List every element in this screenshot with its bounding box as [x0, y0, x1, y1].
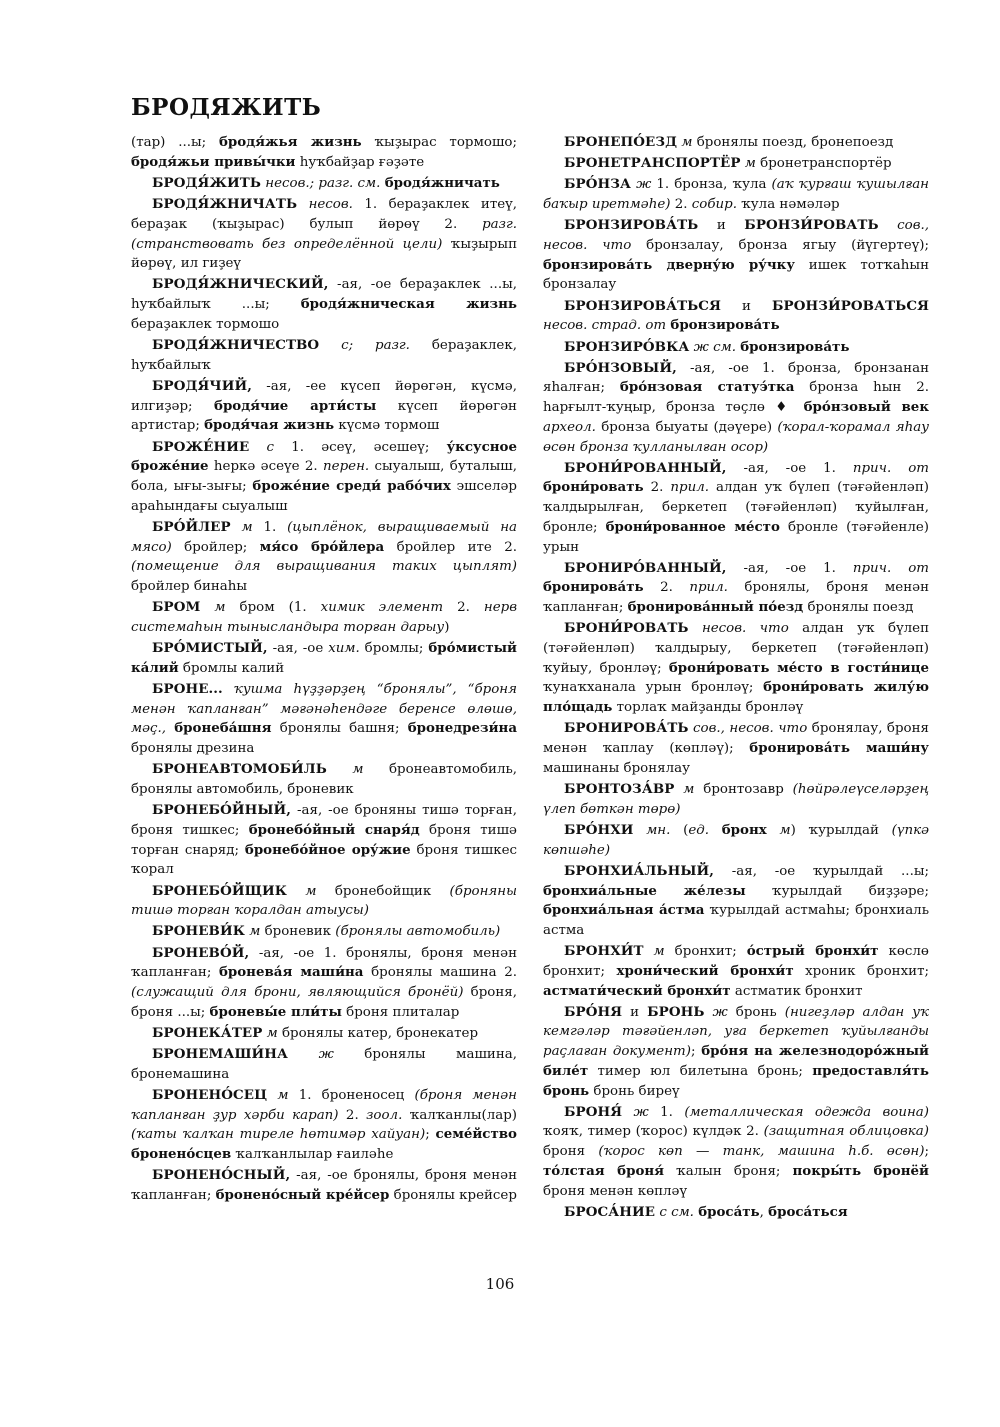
headword: БРОНЕ...	[152, 680, 223, 697]
grammar-note: ж см.	[689, 339, 736, 355]
example-phrase: брони́ровать ме́сто в гости́нице	[668, 659, 929, 676]
grammar-note: ж	[288, 1047, 334, 1063]
example-phrase: бродя́жья жизнь	[218, 134, 362, 150]
headword: БРОДЯ́ЖНИЧЕСКИЙ,	[152, 276, 329, 293]
grammar-note: м	[766, 822, 791, 838]
entry-text: ҡыҙырас тормошо;	[361, 135, 517, 150]
headword: БРОНЬ	[647, 1003, 705, 1020]
grammar-note: м	[245, 924, 261, 940]
headword: БРОНЕПО́ЕЗД	[564, 134, 678, 150]
dictionary-entry	[543, 133, 929, 153]
grammar-note: мн.	[633, 822, 671, 838]
headword: БРОНЗИРО́ВКА	[564, 338, 690, 355]
example-phrase: брони́рованное ме́сто	[605, 518, 780, 535]
entry-text: бронялы поезд, бронепоезд	[692, 135, 894, 150]
dictionary-entry	[543, 1203, 929, 1223]
entry-text: (тар) ...ы;	[131, 135, 219, 150]
dictionary-entry	[131, 275, 517, 334]
grammar-note: разг. (странствовать без определённой цели)	[131, 216, 517, 252]
example-phrase: броневы́е пли́ты	[209, 1003, 342, 1020]
dictionary-entry	[543, 942, 929, 1001]
grammar-note: ед.	[688, 822, 710, 838]
dictionary-entry	[131, 639, 517, 678]
dictionary-entry	[131, 801, 517, 880]
headword: БРОНЕБО́ЙНЫЙ,	[152, 802, 292, 819]
example-phrase: покры́ть бронёй	[792, 1162, 929, 1179]
grammar-note: м	[740, 156, 756, 172]
entry-text: бронзалау, бронза ягыу (йүгертеү);	[631, 238, 929, 254]
example-phrase: бродя́чие арти́сты	[214, 397, 377, 414]
grammar-note: м	[287, 883, 317, 899]
entry-text: -ая, -ое	[267, 641, 329, 657]
example-phrase: броса́ться	[768, 1203, 848, 1220]
dictionary-entry	[543, 338, 929, 358]
headword: БРОМ	[152, 599, 201, 616]
entry-text: -ая, -ое 1.	[726, 560, 853, 576]
entry-text: ) ҡурылдай	[790, 822, 892, 838]
entry-text: бронялы крейсер	[389, 1188, 517, 1204]
grammar-note: с см.	[655, 1204, 694, 1220]
grammar-note: м	[262, 1025, 278, 1041]
entry-text: бронялы дрезина	[131, 741, 255, 757]
entry-text: и	[698, 218, 745, 234]
dictionary-entry	[131, 336, 517, 375]
dictionary-entry	[543, 459, 929, 558]
grammar-note: м	[677, 135, 693, 150]
entry-text: броневик	[260, 924, 336, 940]
dictionary-entry	[543, 216, 929, 295]
grammar-note: (защитная облицовка)	[763, 1124, 930, 1140]
entry-text: бронеавтомобиль, бронялы автомобиль, броневик	[131, 762, 517, 797]
entry-text: ишек тотҡаһын бронзалау	[543, 257, 929, 293]
entry-text: ҡурылдай биҙҙәре;	[745, 883, 929, 899]
entry-text: броня тишкес ҡорал	[131, 842, 517, 878]
entry-text: күсмә тормош	[334, 418, 440, 434]
example-phrase: предоставля́ть бронь	[543, 1062, 929, 1099]
dictionary-entry	[131, 1024, 517, 1044]
grammar-note: (броня менән ҡапланған ҙур хәрби карап)	[131, 1088, 517, 1123]
grammar-note: (служащий для брони, являющийся бронёй)	[131, 985, 464, 1001]
headword: БРОДЯ́ЖНИЧЕСТВО	[152, 337, 320, 354]
entry-text: хроник бронхит;	[793, 963, 930, 979]
example-phrase: бронено́сный кре́йсер	[215, 1187, 390, 1204]
grammar-note: несов. страд. от	[543, 318, 667, 334]
entry-text: -ая, -ое бронялы, броня менән ҡапланған;	[131, 1168, 517, 1204]
headword: БРОНЯ́	[564, 1103, 623, 1120]
dictionary-entry	[543, 359, 929, 458]
example-phrase: брони́ровать жилу́ю пло́щадь	[543, 679, 929, 716]
grammar-note: с; разг.	[319, 338, 410, 354]
page-number: 106	[485, 1275, 515, 1293]
grammar-note: м	[674, 782, 695, 797]
entry-text: ҡыҙырып йөрөү, ил гиҙеү	[131, 236, 517, 272]
grammar-note: (аҡ ҡурғаш ҡушылған баҡыр иретмәһе)	[543, 177, 929, 213]
dictionary-entry	[543, 1003, 929, 1102]
example-phrase: бродя́жьи привы́чки	[131, 153, 296, 170]
entry-text: һеркә әсеүе 2.	[208, 459, 324, 475]
entry-text: бройлер ите 2.	[384, 539, 517, 555]
entry-text: )	[444, 619, 450, 635]
entry-text: броня менән көпләү	[543, 1183, 688, 1199]
grammar-note: прил.	[689, 580, 728, 596]
entry-text: бронялы, броня менән ҡапланған;	[543, 580, 929, 616]
entry-text: броня плиталар	[341, 1004, 460, 1020]
entry-text: -ая, -ое 1. бронялы, броня менән ҡапланған;	[131, 945, 517, 981]
dictionary-entry	[131, 1045, 517, 1084]
entry-text: ҡалҡанлылар ғаиләһе	[231, 1147, 394, 1163]
entry-text: -ая, -ое 1.	[726, 460, 853, 476]
dictionary-entry	[543, 559, 929, 618]
headword: БРО́НЗА	[564, 176, 631, 193]
grammar-note: хим.	[328, 641, 360, 657]
dictionary-entry	[543, 821, 929, 860]
dictionary-entry	[543, 780, 929, 819]
example-phrase: бро́мистый ка́лий	[131, 640, 517, 676]
example-phrase: бронебо́йное ору́жие	[244, 841, 411, 858]
entry-text: бройлер;	[171, 539, 260, 555]
entry-text: 2.	[338, 1107, 367, 1123]
entry-text: бронтозавр	[694, 782, 793, 797]
dictionary-entry	[131, 518, 517, 597]
headword: БРОДЯ́ЖНИЧАТЬ	[152, 196, 298, 213]
grammar-note: (броняны тишә торған ҡоралдан атыусы)	[131, 883, 517, 919]
entry-text: ҡурылдай астмаһы; бронхиаль астма	[543, 903, 929, 938]
headword: БРОНХИ́Т	[564, 943, 644, 960]
entry-text: 1. әсеү, әсешеү;	[273, 439, 447, 455]
entry-text: күсеп йөрөгән артистар;	[131, 398, 517, 434]
example-phrase: то́лстая броня́	[543, 1162, 665, 1179]
headword: БРОДЯ́ЖИТЬ	[152, 174, 262, 191]
entry-text: бронялы машина 2.	[363, 965, 517, 981]
entry-text: 1.	[252, 519, 288, 535]
headword: БРО́МИСТЫЙ,	[152, 640, 268, 657]
entry-text: бераҙаклек, һуҡбайлыҡ	[131, 338, 517, 373]
headword: БРО́НЯ	[564, 1003, 623, 1020]
headword: БРОНЕБО́ЙЩИК	[152, 882, 288, 899]
headword: БРОНИ́РОВАТЬ	[564, 620, 689, 637]
example-phrase: бродя́жничать	[384, 174, 500, 191]
entry-text: астматик бронхит	[730, 983, 863, 999]
headword: БРОЖЕ́НИЕ	[152, 438, 250, 455]
entry-text: броня	[543, 1144, 599, 1160]
grammar-note: (үпкә көпшәһе)	[543, 822, 930, 858]
entry-text: -ая, -ое ҡурылдай ...ы;	[714, 863, 929, 879]
headword: БРОНЕАВТОМОБИ́ЛЬ	[152, 761, 327, 778]
headword: БРОНИРО́ВАННЫЙ,	[564, 559, 727, 576]
dictionary-entry	[543, 719, 929, 778]
entry-text: бронялы поезд	[803, 600, 914, 616]
example-phrase: бронирова́ть	[543, 579, 644, 596]
entry-text: 2.	[643, 580, 690, 596]
grammar-note: несов. что	[688, 621, 789, 637]
grammar-note: собир.	[691, 197, 737, 213]
entry-text: 1.	[648, 1104, 685, 1120]
right-column	[543, 133, 929, 1224]
entry-text: -ая, -ое 1. бронза, бронзанан яһалған;	[543, 360, 929, 396]
grammar-note: (помещение для выращивания таких цыплят)	[131, 559, 517, 575]
headword: БРОНЕНО́СЕЦ	[152, 1087, 268, 1104]
grammar-note: ҡушма һүҙҙәрҙең “бронялы”, “броня менән ҡапланған” мәғәнәһендәге беренсе өлөшө, мәҫ.,	[131, 681, 517, 737]
grammar-note: несов.; разг. см.	[261, 175, 381, 191]
dictionary-entry	[131, 133, 517, 172]
example-phrase: бронзирова́ть дверну́ю ру́чку	[543, 256, 795, 273]
headword: БРОНЕМАШИ́НА	[152, 1046, 289, 1063]
dictionary-entry	[131, 438, 517, 517]
grammar-note: (ҡорал-ҡорамал яһау өсөн бронза ҡулланылған осор)	[543, 419, 929, 455]
grammar-note: ж	[631, 177, 652, 193]
example-phrase: бронхиа́льные же́лезы	[543, 882, 746, 899]
example-phrase: хрони́ческий бронхи́т	[616, 962, 794, 979]
entry-text: бронялы катер, бронекатер	[277, 1025, 479, 1041]
running-head: БРОДЯЖИТЬ	[131, 94, 322, 121]
grammar-note: ж	[704, 1004, 728, 1020]
headword: БРОДЯ́ЧИЙ,	[152, 377, 252, 394]
entry-text: ҡалын броня;	[664, 1163, 793, 1179]
entry-text: эшселәр араһындағы сыуалыш	[131, 478, 517, 514]
entry-text: бромлы;	[359, 641, 429, 657]
entry-text: һуҡбайҙар ғәҙәте	[295, 154, 425, 170]
entry-text	[709, 823, 722, 838]
example-phrase: бронзирова́ть	[670, 317, 780, 334]
entry-text: тимер юл билетына бронь;	[588, 1063, 813, 1079]
example-phrase: бро́нзовый век	[803, 399, 929, 416]
example-phrase: о́стрый бронхи́т	[746, 943, 879, 960]
left-column	[131, 133, 517, 1207]
entry-text: ҡунаҡханала урын бронләү;	[543, 680, 764, 696]
entry-text: -ая, -ое бераҙаклек ...ы, һуҡбайлыҡ ...ы;	[131, 277, 517, 313]
headword: БРОНИРОВА́ТЬ	[564, 720, 689, 737]
example-phrase: мя́со бро́йлера	[259, 538, 385, 555]
entry-text: бераҙаклек тормошо	[131, 316, 280, 332]
grammar-note: археол.	[543, 419, 596, 435]
entry-text: бронялау, броня менән ҡаплау (көпләү);	[543, 721, 929, 757]
example-phrase: семе́йство бронено́сцев	[131, 1126, 517, 1163]
dictionary-entry	[131, 944, 517, 1023]
entry-text: 1. броненосец	[288, 1088, 415, 1104]
dictionary-entry	[131, 174, 517, 194]
dictionary-entry	[131, 882, 517, 921]
grammar-note: (цыплёнок, выращиваемый на мясо)	[131, 519, 517, 555]
example-phrase: броже́ние среди́ рабо́чих	[252, 477, 451, 494]
example-phrase: бронх	[721, 821, 767, 838]
entry-text: бронялы башня;	[271, 721, 408, 737]
dictionary-entry	[543, 862, 929, 941]
entry-text: бронза һын 2. һарғылт-ҡуңыр, бронза төҫлө ♦	[543, 380, 929, 416]
entry-text: бронь биреү	[589, 1083, 680, 1099]
example-phrase: бронеба́шня	[174, 720, 272, 737]
entry-text: бромлы калий	[178, 660, 285, 676]
dictionary-entry	[543, 1103, 929, 1202]
headword: БРО́НЗОВЫЙ,	[564, 359, 677, 376]
entry-text: ;	[690, 1044, 702, 1060]
grammar-note: (бронялы автомобиль)	[335, 924, 501, 940]
headword: БРО́ЙЛЕР	[152, 518, 231, 535]
entry-text: бронебойщик	[316, 883, 450, 899]
entry-text: ,	[759, 1204, 769, 1220]
entry-text: ҡула нәмәләр	[736, 197, 840, 213]
headword: БРОНЗИ́РОВАТЬ	[744, 217, 879, 234]
entry-text: ;	[425, 1127, 436, 1143]
entry-text: 1. бронза, ҡула	[651, 177, 772, 193]
headword: БРОНЕВО́Й,	[152, 944, 250, 961]
grammar-note: (ҡаты ҡалҡан тиреле һөтимәр хайуан)	[131, 1127, 426, 1143]
entry-text: бронетранспортёр	[755, 156, 892, 172]
entry-text: -ая, -ее күсеп йөрөгән, күсмә, илгиҙәр;	[131, 378, 517, 414]
entry-text: машинаны бронялау	[543, 760, 690, 776]
dictionary-entry	[543, 297, 929, 336]
entry-text: көслө бронхит;	[543, 944, 929, 979]
example-phrase: у́ксусное броже́ние	[131, 438, 517, 475]
entry-text: ;	[924, 1144, 929, 1160]
grammar-note: химик элемент	[320, 600, 444, 616]
headword: БРОНИ́РОВАННЫЙ,	[564, 459, 727, 476]
grammar-note: ж	[622, 1104, 649, 1120]
example-phrase: астмати́ческий бронхи́т	[543, 982, 731, 999]
example-phrase: бронедрези́на	[407, 720, 517, 737]
grammar-note: (һөйрәлеүселәрҙең үлеп бөткән төрө)	[543, 782, 929, 817]
entry-text: бронхит;	[664, 944, 747, 960]
grammar-note: с	[249, 439, 274, 455]
dictionary-entry	[543, 154, 929, 174]
entry-text: броня, броня ...ы;	[131, 985, 517, 1020]
example-phrase: брони́ровать	[543, 479, 644, 496]
entry-text: бронялы машина, бронемашина	[131, 1047, 517, 1082]
headword: БРОНЕВИ́К	[152, 923, 245, 940]
example-phrase: броса́ть	[698, 1203, 760, 1220]
dictionary-entry	[131, 1086, 517, 1165]
headword: БРОНЕНО́СНЫЙ,	[152, 1167, 291, 1184]
entry-text: торлаҡ майҙанды бронләү	[612, 700, 804, 716]
entry-text: 2.	[643, 480, 671, 496]
dictionary-entry	[131, 1166, 517, 1205]
headword: БРОНТОЗА́ВР	[564, 781, 675, 797]
dictionary-entry	[131, 598, 517, 637]
example-phrase: бродя́жническая жизнь	[300, 296, 517, 313]
grammar-note: (металлическая одежда воина)	[684, 1104, 929, 1120]
example-phrase: бронхиа́льная а́стма	[543, 902, 705, 919]
grammar-note: м	[230, 519, 253, 535]
entry-text: бронле (тәғәйенле) урын	[543, 519, 930, 555]
entry-text: ҡалҡанлы(лар)	[402, 1107, 517, 1123]
entry-text: бронь	[727, 1004, 785, 1020]
dictionary-entry	[131, 760, 517, 799]
example-phrase: бро́ня на железнодоро́жный биле́т	[543, 1043, 929, 1079]
entry-text: сыуалыш, буталыш, бола, ығы-зығы;	[131, 459, 517, 494]
dictionary-entry	[131, 680, 517, 759]
dictionary-entry	[543, 175, 929, 214]
grammar-note: м	[326, 762, 364, 778]
headword: БРОНХИА́ЛЬНЫЙ,	[564, 862, 715, 879]
grammar-note: прич. от	[852, 460, 929, 476]
grammar-note: сов., несов. что	[688, 721, 808, 737]
example-phrase: бронева́я маши́на	[218, 964, 364, 981]
grammar-note: нерв системаһын тынысландыра торған дарыу	[131, 600, 517, 635]
dictionary-entry	[131, 922, 517, 942]
entry-text: 2.	[443, 600, 484, 616]
grammar-note: несов.	[297, 197, 353, 213]
example-phrase: бронирова́ть маши́ну	[749, 740, 929, 757]
grammar-note: сов., несов. что	[543, 218, 929, 254]
entry-text: 1. бераҙаклек итеү, бераҙак (ҡыҙырас) булып йөрөү 2.	[131, 197, 517, 232]
entry-text: бройлер бинаһы	[131, 578, 248, 594]
entry-text: (	[670, 822, 689, 838]
grammar-note: м	[200, 600, 226, 616]
example-phrase: бродя́чая жизнь	[204, 417, 335, 434]
dictionary-entry	[131, 195, 517, 274]
dictionary-entry	[131, 377, 517, 436]
example-phrase: бронебо́йный снаря́д	[248, 821, 420, 838]
grammar-note: перен.	[323, 459, 370, 475]
entry-text: бром (1.	[225, 600, 321, 616]
entry-text: алдан уҡ бүлеп (тәғәйенләп) ҡалдырылған, беркетеп (тәғәйенләп) ҡуйылған, бронле;	[543, 480, 929, 535]
dictionary-entry	[543, 619, 929, 718]
entry-text: и	[720, 298, 773, 314]
entry-text: ҡояҡ, тимер (ҡорос) күлдәк 2.	[543, 1124, 764, 1140]
headword: БРОНЕТРАНСПОРТЁР	[564, 155, 741, 172]
grammar-note: прич. от	[852, 560, 929, 576]
entry-text: и	[622, 1004, 648, 1020]
entry-text: бронза быуаты (дәүере)	[595, 419, 778, 435]
grammar-note: м	[267, 1088, 289, 1104]
headword: БРОНЕКА́ТЕР	[152, 1024, 263, 1041]
grammar-note: (ҡорос көп — танк, машина һ.б. өсөн)	[598, 1144, 925, 1160]
grammar-note: м	[643, 944, 665, 960]
entry-text: броня тишә торған снаряд;	[131, 822, 517, 858]
headword: БРО́НХИ	[564, 821, 634, 838]
entry-text: 2.	[670, 197, 692, 213]
example-phrase: бро́нзовая статуэ́тка	[619, 379, 795, 396]
entry-text: -ая, -ое броняны тишә торған, броня тишкес;	[131, 803, 517, 838]
grammar-note: (нигеҙләр алдан уҡ кемгәләр тәғәйенләп, уға беркетеп ҡуйылғанды раҫлаған документ)	[543, 1004, 929, 1060]
headword: БРОСА́НИЕ	[564, 1203, 656, 1220]
headword: БРОНЗИРОВА́ТЬ	[564, 217, 699, 234]
grammar-note: зоол.	[366, 1107, 403, 1123]
entry-text: алдан уҡ бүлеп (тәғәйенләп) ҡалдырыу, беркетеп (тәғәйенләп) ҡуйыу, бронләү;	[543, 621, 929, 676]
grammar-note: прил.	[670, 480, 710, 496]
headword: БРОНЗИРОВА́ТЬСЯ	[564, 297, 721, 314]
headword: БРОНЗИ́РОВАТЬСЯ	[772, 297, 929, 314]
example-phrase: бронзирова́ть	[740, 338, 850, 355]
example-phrase: бронирова́нный по́езд	[627, 599, 804, 616]
